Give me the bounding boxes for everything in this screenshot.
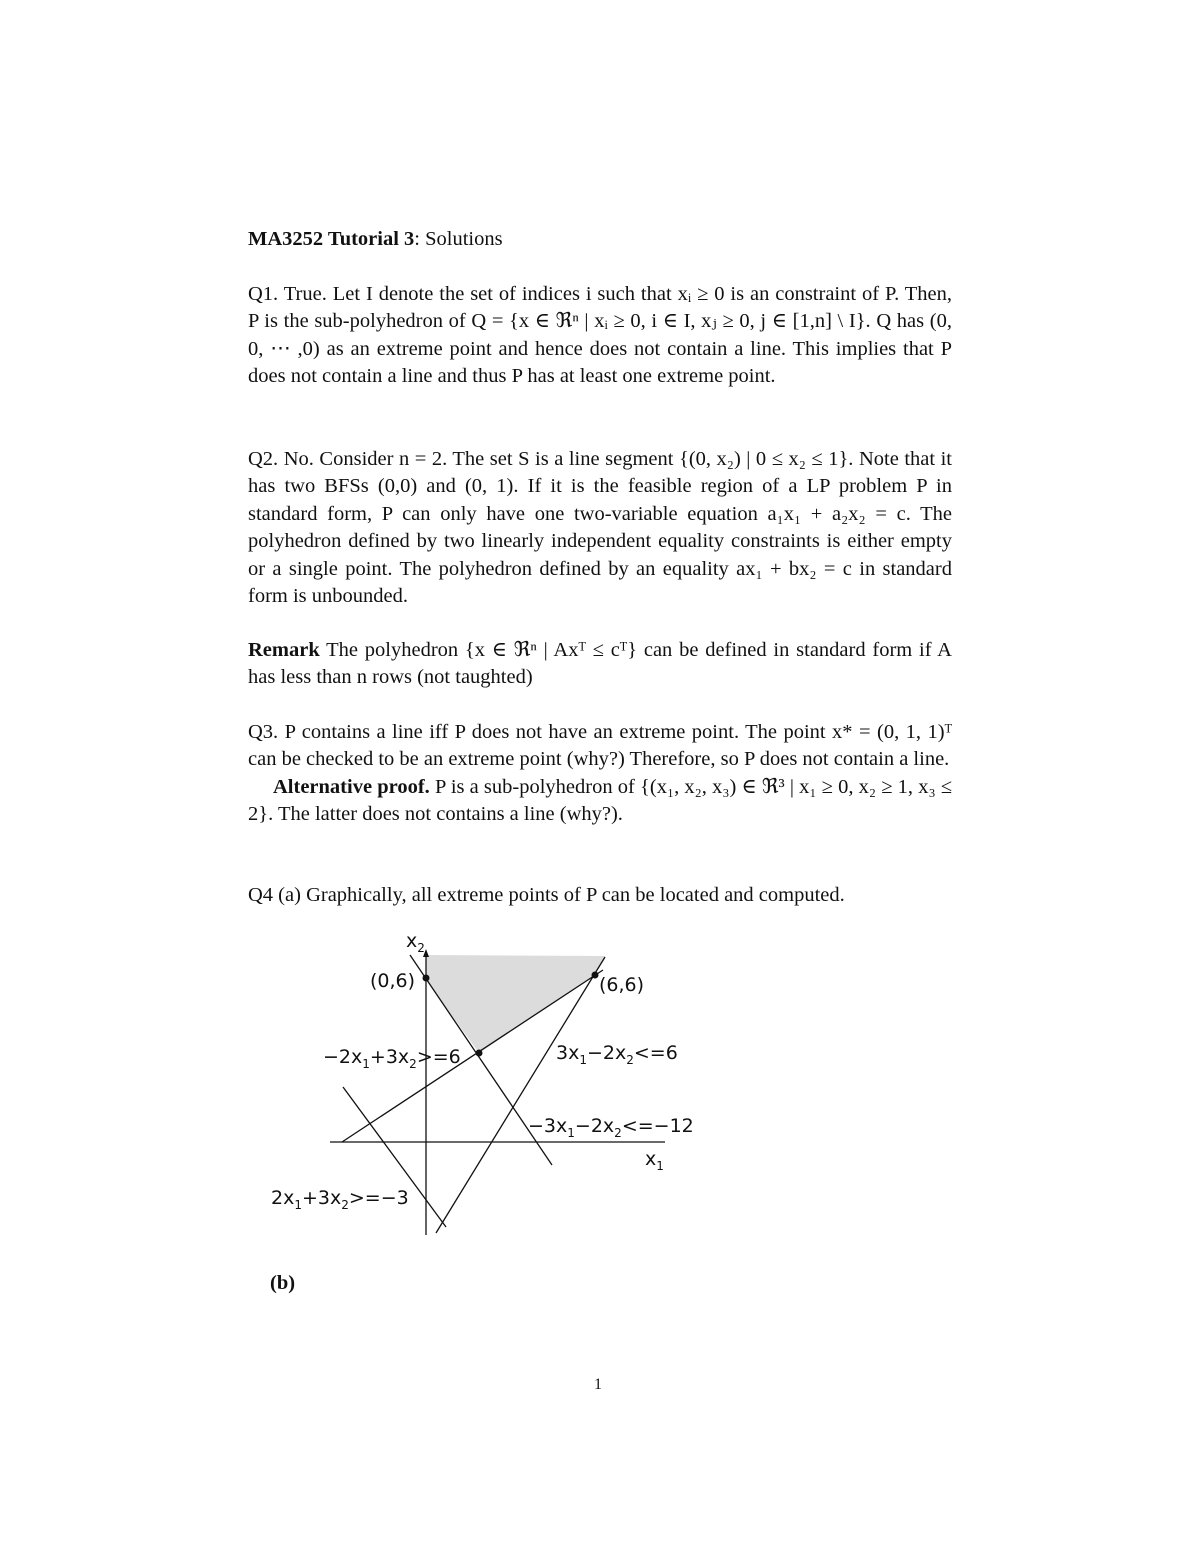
q3-alt-text: P is a sub-polyhedron of {(x₁, x₂, x₃) ∈ ℜ³ | x₁ ≥ 0, x₂ ≥ 1, x₃ ≤ 2}. The latter does not contains a line (why?). bbox=[248, 775, 953, 826]
page-number: 1 bbox=[594, 1376, 602, 1393]
constraint-label-1: $-2x_1+3x_2>=6$ bbox=[323, 1046, 461, 1071]
extreme-point-6-6 bbox=[592, 972, 599, 979]
title-bold: MA3252 Tutorial 3 bbox=[248, 228, 415, 250]
q2-text: No. Consider n = 2. The set S is a line segment {(0, x₂) | 0 ≤ x₂ ≤ 1}. Note that it has two BFSs (0,0) and (0, 1). If it is the feasible region of a LP problem P in standard form, P can only have one two-variable equation a₁x₁ + a₂x₂ = c. The polyhedron defined by two linearly independent equality constraints is either empty or a single point. The polyhedron defined by an equality ax₁ + bx₂ = c in standard form is unbounded. bbox=[248, 448, 952, 608]
remark bbox=[248, 637, 952, 692]
feasible-region-figure bbox=[260, 925, 700, 1245]
part-b-label: (b) bbox=[270, 1272, 296, 1294]
remark-label: Remark bbox=[248, 639, 320, 661]
q2-label: Q2. bbox=[248, 448, 279, 470]
q4-text: Graphically, all extreme points of P can be located and computed. bbox=[306, 884, 845, 906]
question-3 bbox=[248, 719, 952, 829]
extreme-point-middle bbox=[476, 1050, 483, 1057]
q3-alternative bbox=[248, 774, 952, 829]
q3-alt-label: Alternative proof. bbox=[273, 775, 430, 798]
x1-axis-label: $x_1$ bbox=[645, 1148, 664, 1173]
question-2 bbox=[248, 446, 952, 610]
q1-label: Q1. bbox=[248, 283, 279, 305]
constraint-label-2: $3x_1-2x_2<=6$ bbox=[556, 1042, 678, 1067]
title-rest: : Solutions bbox=[414, 228, 503, 250]
question-1 bbox=[248, 281, 952, 391]
constraint-label-4: $2x_1+3x_2>=-3$ bbox=[271, 1187, 409, 1212]
document-title bbox=[248, 226, 952, 253]
q3-paragraph bbox=[248, 719, 952, 774]
q3-text: P contains a line iff P does not have an extreme point. The point x* = (0, 1, 1)ᵀ can be checked to be an extreme point (why?) Therefore, so P does not contain a line. bbox=[248, 721, 952, 771]
question-4 bbox=[248, 882, 952, 909]
feasible-region bbox=[426, 955, 605, 1053]
point-label-0-6: (0,6) bbox=[370, 970, 416, 992]
q1-text: True. Let I denote the set of indices i such that xᵢ ≥ 0 is an constraint of P. Then, P is the sub-polyhedron of Q = {x ∈ ℜⁿ | xᵢ ≥ 0, i ∈ I, xⱼ ≥ 0, j ∈ [1,n] \ I}. Q has (0, 0, ⋯ ,0) as an extreme point and hence does not contain a line. This implies that P does not contain a line and thus P has at least one extreme point. bbox=[248, 283, 952, 388]
point-label-6-6: (6,6) bbox=[599, 974, 645, 996]
x2-axis-label: $x_2$ bbox=[406, 930, 425, 955]
remark-text: The polyhedron {x ∈ ℜⁿ | Axᵀ ≤ cᵀ} can be defined in standard form if A has less than n rows (not taughted) bbox=[248, 639, 952, 689]
constraint-label-3: $-3x_1-2x_2<=-12$ bbox=[528, 1115, 694, 1140]
q4-label: Q4 (a) bbox=[248, 884, 301, 906]
extreme-point-0-6 bbox=[423, 975, 430, 982]
q3-label: Q3. bbox=[248, 721, 279, 743]
